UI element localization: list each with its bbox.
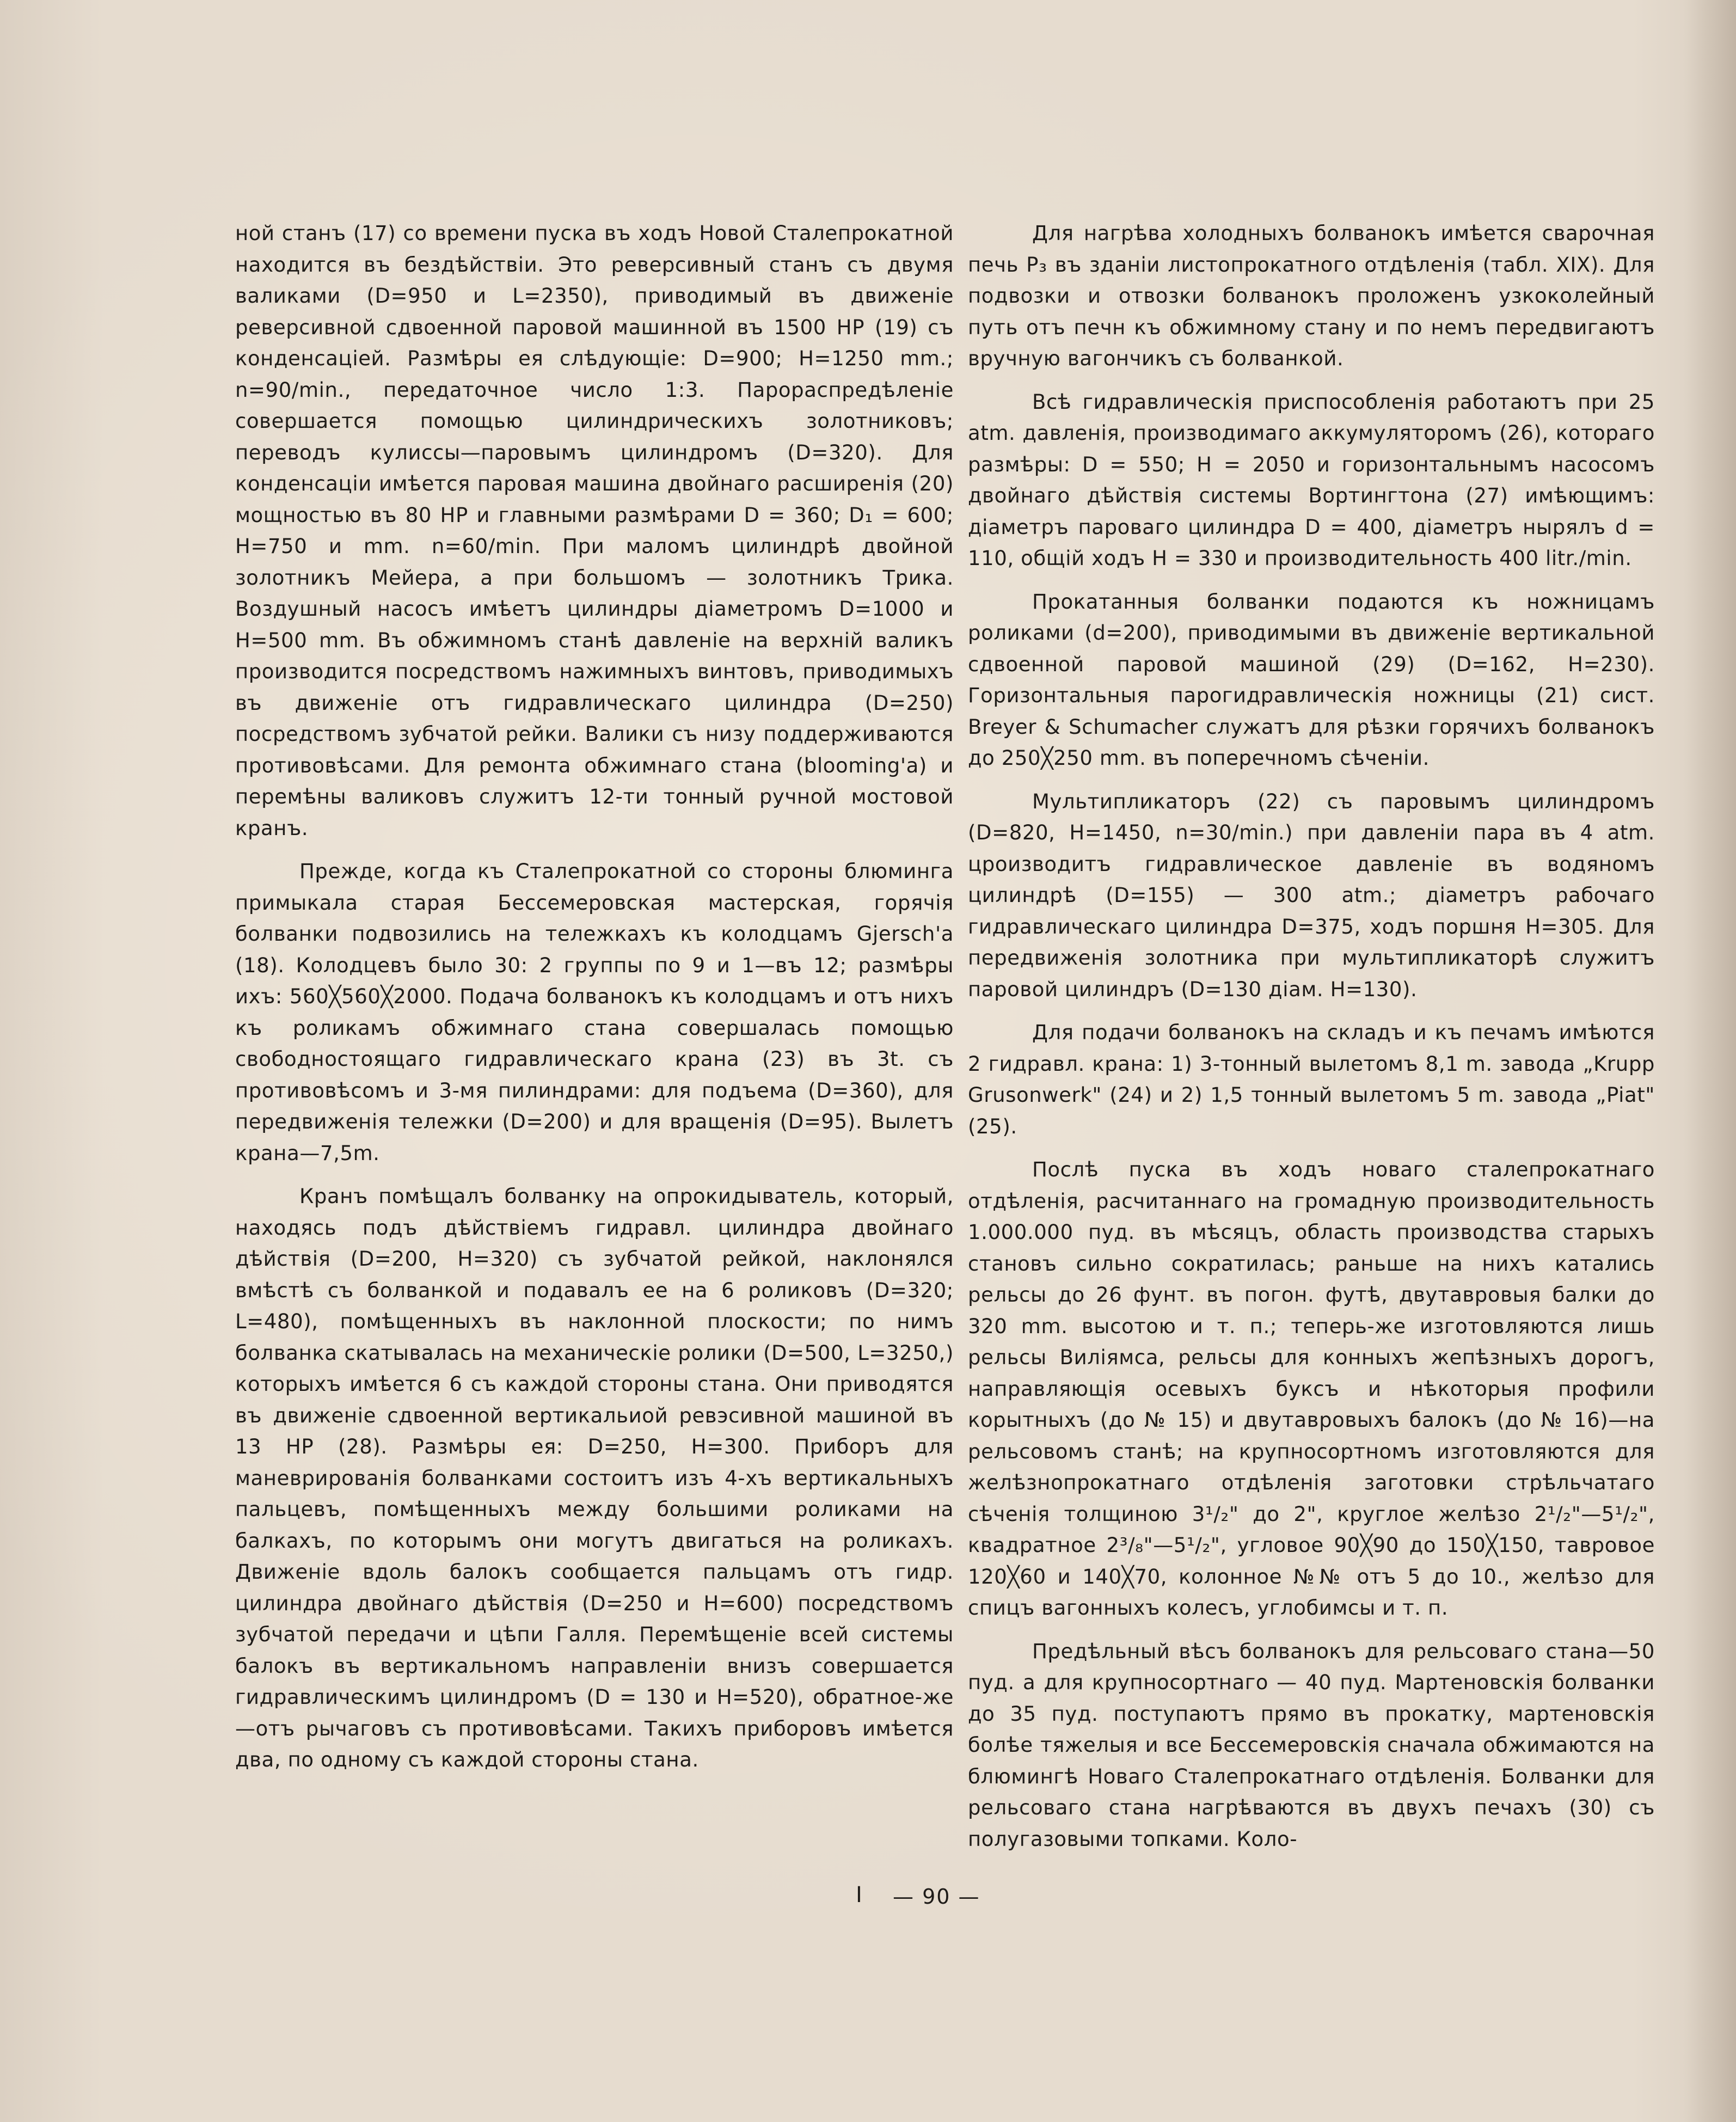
page-edge-shadow: [1684, 0, 1736, 2122]
paragraph: Прежде, когда къ Сталепрокатной со стороны блюминга примыкала старая Бессемеровская мастерская, горячія болванки подвозились на тележкахъ къ колодцамъ Gjersch'a (18). Колодцевъ было 30: 2 группы по 9 и 1—въ 12; размѣры ихъ: 560╳560╳2000. Подача болванокъ къ колодцамъ и отъ нихъ къ роликамъ обжимнаго стана совершалась помощью свободностоящаго гидравлическаго крана (23) въ 3t. съ противовѣсомъ и 3-мя пилиндрами: для подъема (D=360), для передвиженія тележки (D=200) и для вращенія (D=95). Вылетъ крана—7,5m.: [235, 860, 954, 1165]
paragraph: Послѣ пуска въ ходъ новаго сталепрокатнаго отдѣленія, расчитаннаго на громадную производительность 1.000.000 пуд. въ мѣсяцъ, область производства старыхъ становъ сильно сократилась; раньше на нихъ катались рельсы до 26 фунт. въ погон. футѣ, двутавровыя балки до 320 mm. высотою и т. п.; теперь-же изготовляются лишь рельсы Виліямса, рельсы для конныхъ жепѣзныхъ дорогъ, направляющія осевыхъ буксъ и нѣкоторыя профили корытныхъ (до № 15) и двутавровыхъ балокъ (до № 16)—на рельсовомъ станѣ; на крупносортномъ изготовляются для желѣзнопрокатнаго отдѣленія заготовки стрѣльчатаго сѣченія толщиною 3¹/₂" до 2", круглое желѣзо 2¹/₂"—5¹/₂", квадратное 2³/₈"—5¹/₂", угловое 90╳90 до 150╳150, тавровое 120╳60 и 140╳70, колонное №№ отъ 5 до 10., желѣзо для спицъ вагонныхъ колесъ, углобимсы и т. п.: [968, 1158, 1655, 1620]
paragraph: Прокатанныя болванки подаются къ ножницамъ роликами (d=200), приводимыми въ движеніе вертикальной сдвоенной паровой машиной (29) (D=162, H=230). Горизонтальныя парогидравлическія ножницы (21) сист. Breyer & Schumacher служатъ для рѣзки горячихъ болванокъ до 250╳250 mm. въ поперечномъ сѣченіи.: [968, 590, 1655, 770]
paragraph: Мультипликаторъ (22) съ паровымъ цилиндромъ (D=820, H=1450, n=30/min.) при давленіи пара въ 4 atm. цроизводитъ гидравлическое давленіе въ водяномъ цилиндрѣ (D=155) — 300 atm.; діаметръ рабочаго гидравлическаго цилиндра D=375, ходъ поршня H=305. Для передвиженія золотника при мультипликаторѣ служитъ паровой цилиндръ (D=130 діам. H=130).: [968, 789, 1655, 1001]
paragraph: Кранъ помѣщалъ болванку на опрокидыватель, который, находясь подъ дѣйствіемъ гидравл. цилиндра двойнаго дѣйствія (D=200, H=320) съ зубчатой рейкой, наклонялся вмѣстѣ съ болванкой и подавалъ ее на 6 роликовъ (D=320; L=480), помѣщенныхъ въ наклонной плоскости; по нимъ болванка скатывалась на механическіе ролики (D=500, L=3250,) которыхъ имѣется 6 съ каждой стороны стана. Они приводятся въ движеніе сдвоенной вертикальиой ревэсивной машиной въ 13 HP (28). Размѣры ея: D=250, H=300. Приборъ для маневрированія болванками состоитъ изъ 4-хъ вертикальныхъ пальцевъ, помѣщенныхъ между большими роликами на балкахъ, по которымъ они могутъ двигаться на роликахъ. Движеніе вдоль балокъ сообщается пальцамъ отъ гидр. цилиндра двойнаго дѣйствія (D=250 и H=600) посредствомъ зубчатой передачи и цѣпи Галля. Перемѣщеніе всей системы балокъ въ вертикальномъ направленіи внизъ совершается гидравлическимъ цилиндромъ (D = 130 и H=520), обратное-же—отъ рычаговъ съ противовѣсами. Такихъ приборовъ имѣется два, по одному съ каждой стороны стана.: [235, 1185, 954, 1771]
right-column: [968, 218, 1655, 1867]
left-column: [235, 218, 954, 1788]
paragraph: Всѣ гидравлическія приспособленія работаютъ при 25 atm. давленія, производимаго аккумуляторомъ (26), котораго размѣры: D = 550; H = 2050 и горизонтальнымъ насосомъ двойнаго дѣйствія системы Вортингтона (27) имѣющимъ: діаметръ пароваго цилиндра D = 400, діаметръ нырялъ d = 110, общій ходъ H = 330 и производительность 400 litr./min.: [968, 390, 1655, 570]
paragraph: Предѣльный вѣсъ болванокъ для рельсоваго стана—50 пуд. а для крупносортнаго — 40 пуд. Мартеновскія болванки до 35 пуд. поступаютъ прямо въ прокатку, мартеновскія болѣе тяжелыя и все Бессемеровскія сначала обжимаются на блюмингѣ Новаго Сталепрокатнаго отдѣленія. Болванки для рельсоваго стана нагрѣваются въ двухъ печахъ (30) съ полугазовыми топками. Коло-: [968, 1639, 1655, 1851]
footer-mark: I: [856, 1882, 862, 1908]
paragraph: Для нагрѣва холодныхъ болванокъ имѣется сварочная печь P₃ въ зданіи листопрокатного отдѣленія (табл. XIX). Для подвозки и отвозки болванокъ проложенъ узкоколейный путь отъ печн къ обжимному стану и по немъ передвигаютъ вручную вагончикъ съ болванкой.: [968, 222, 1655, 370]
page-number: — 90 —: [893, 1885, 980, 1909]
paragraph: ной станъ (17) со времени пуска въ ходъ Новой Сталепрокатной находится въ бездѣйствіи. Это реверсивный станъ съ двумя валиками (D=950 и L=2350), приводимый въ движеніе реверсивной сдвоенной паровой машинной въ 1500 HP (19) съ конденсаціей. Размѣры ея слѣдующіе: D=900; H=1250 mm.; n=90/min., передаточное число 1:3. Парораспредѣленіе совершается помощью цилиндрическихъ золотниковъ; переводъ кулиссы—паровымъ цилиндромъ (D=320). Для конденсаціи имѣется паровая машина двойнаго расширенія (20) мощностью въ 80 HP и главными размѣрами D = 360; D₁ = 600; H=750 и mm. n=60/min. При маломъ цилиндрѣ двойной золотникъ Мейера, а при большомъ — золотникъ Трика. Воздушный насосъ имѣетъ цилиндры діаметромъ D=1000 и H=500 mm. Въ обжимномъ станѣ давленіе на верхній валикъ производится посредствомъ нажимныхъ винтовъ, приводимыхъ въ движеніе отъ гидравлическаго цилиндра (D=250) посредствомъ зубчатой рейки. Валики съ низу поддерживаются противовѣсами. Для ремонта обжимнаго стана (blooming'a) и перемѣны валиковъ служитъ 12-ти тонный ручной мостовой кранъ.: [235, 222, 954, 840]
paragraph: Для подачи болванокъ на складъ и къ печамъ имѣются 2 гидравл. крана: 1) 3-тонный вылетомъ 8,1 m. завода „Krupp Grusonwerk" (24) и 2) 1,5 тонный вылетомъ 5 m. завода „Piat" (25).: [968, 1021, 1655, 1138]
